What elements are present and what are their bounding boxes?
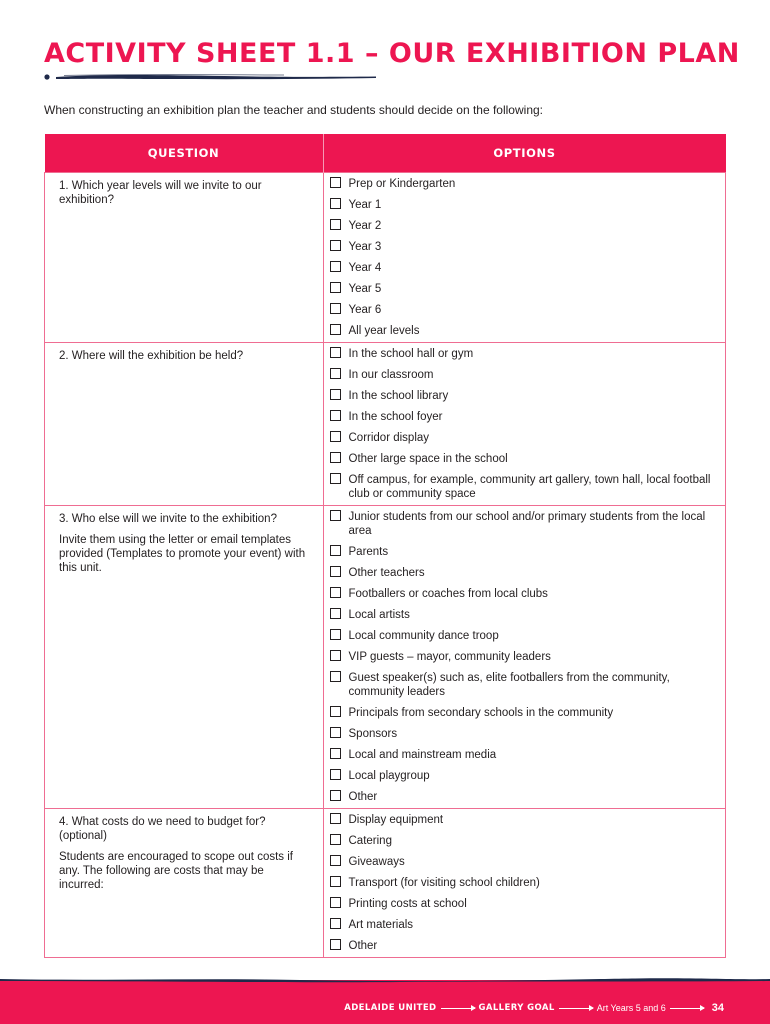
footer-breadcrumb: [344, 1002, 724, 1014]
checkbox[interactable]: [330, 452, 341, 463]
checkbox[interactable]: [330, 282, 341, 293]
option-label: Junior students from our school and/or primary students from the local area: [348, 511, 706, 537]
option-label: Sponsors: [348, 728, 398, 740]
option-label: Giveaways: [348, 856, 405, 868]
checkbox[interactable]: [330, 790, 341, 801]
checkbox[interactable]: [330, 261, 341, 272]
option-item[interactable]: [330, 282, 716, 296]
option-item[interactable]: [330, 727, 716, 741]
option-label: Prep or Kindergarten: [348, 178, 456, 190]
option-label: Local community dance troop: [348, 630, 499, 642]
option-item[interactable]: [330, 410, 716, 424]
checkbox[interactable]: [330, 177, 341, 188]
option-label: Year 5: [348, 283, 382, 295]
option-item[interactable]: [330, 473, 716, 501]
arrow-right-icon: [441, 1008, 475, 1009]
option-item[interactable]: [330, 608, 716, 622]
checkbox[interactable]: [330, 855, 341, 866]
checkbox[interactable]: [330, 431, 341, 442]
option-label: Guest speaker(s) such as, elite footballers from the community, community leaders: [348, 672, 670, 698]
table-row: [45, 809, 726, 958]
checkbox[interactable]: [330, 389, 341, 400]
option-label: Other: [348, 940, 378, 952]
arrow-right-icon: [670, 1008, 704, 1009]
option-label: Year 3: [348, 241, 382, 253]
options-cell: [323, 343, 726, 506]
option-label: Local playgroup: [348, 770, 430, 782]
intro-text: When constructing an exhibition plan the teacher and students should decide on the following:: [44, 103, 543, 117]
option-label: Principals from secondary schools in the community: [348, 707, 614, 719]
question-text: 4. What costs do we need to budget for? (optional): [59, 816, 266, 842]
option-item[interactable]: [330, 303, 716, 317]
option-item[interactable]: [330, 177, 716, 191]
option-item[interactable]: [330, 706, 716, 720]
option-item[interactable]: [330, 790, 716, 804]
option-item[interactable]: [330, 368, 716, 382]
option-label: All year levels: [348, 325, 420, 337]
checkbox[interactable]: [330, 587, 341, 598]
checkbox[interactable]: [330, 198, 341, 209]
option-item[interactable]: [330, 347, 716, 361]
option-label: VIP guests – mayor, community leaders: [348, 651, 551, 663]
option-item[interactable]: [330, 629, 716, 643]
checkbox[interactable]: [330, 240, 341, 251]
checkbox[interactable]: [330, 748, 341, 759]
table-header-row: [45, 134, 726, 173]
checkbox[interactable]: [330, 650, 341, 661]
option-item[interactable]: [330, 545, 716, 559]
checkbox[interactable]: [330, 510, 341, 521]
option-label: Other: [348, 791, 378, 803]
option-item[interactable]: [330, 650, 716, 664]
options-cell: [323, 173, 726, 343]
option-item[interactable]: [330, 834, 716, 848]
option-label: Local artists: [348, 609, 410, 621]
checkbox[interactable]: [330, 876, 341, 887]
option-label: Catering: [348, 835, 392, 847]
table-row: [45, 506, 726, 809]
option-item[interactable]: [330, 219, 716, 233]
option-label: Year 2: [348, 220, 382, 232]
option-label: Other teachers: [348, 567, 425, 579]
table-row: [45, 343, 726, 506]
option-item[interactable]: [330, 748, 716, 762]
question-cell: [45, 809, 324, 958]
option-item[interactable]: [330, 769, 716, 783]
options-cell: [323, 506, 726, 809]
options-header: OPTIONS: [323, 134, 726, 173]
option-label: Other large space in the school: [348, 453, 508, 465]
question-text: 1. Which year levels will we invite to our exhibition?: [59, 180, 262, 206]
checkbox[interactable]: [330, 219, 341, 230]
page-number: 34: [711, 1002, 724, 1014]
table-body: [45, 173, 726, 958]
checkbox[interactable]: [330, 834, 341, 845]
option-item[interactable]: [330, 918, 716, 932]
question-cell: [45, 343, 324, 506]
question-text: 3. Who else will we invite to the exhibition?: [59, 513, 277, 525]
footer-bar: [0, 980, 770, 1024]
option-label: Year 6: [348, 304, 382, 316]
option-item[interactable]: [330, 240, 716, 254]
checkbox[interactable]: [330, 608, 341, 619]
option-label: In the school foyer: [348, 411, 443, 423]
checkbox[interactable]: [330, 918, 341, 929]
option-label: Off campus, for example, community art gallery, town hall, local football club or community space: [348, 474, 711, 500]
option-label: Transport (for visiting school children): [348, 877, 540, 889]
checkbox[interactable]: [330, 473, 341, 484]
table-row: [45, 173, 726, 343]
option-item[interactable]: [330, 855, 716, 869]
option-item[interactable]: [330, 671, 716, 699]
option-item[interactable]: [330, 324, 716, 338]
torn-edge-decoration: [0, 978, 770, 984]
option-item[interactable]: [330, 939, 716, 953]
option-label: Year 4: [348, 262, 382, 274]
checkbox[interactable]: [330, 410, 341, 421]
checkbox[interactable]: [330, 939, 341, 950]
checkbox[interactable]: [330, 706, 341, 717]
checkbox[interactable]: [330, 769, 341, 780]
checkbox[interactable]: [330, 347, 341, 358]
checkbox[interactable]: [330, 671, 341, 682]
option-item[interactable]: [330, 876, 716, 890]
question-note: Students are encouraged to scope out costs if any. The following are costs that may be incurred:: [59, 851, 293, 891]
option-label: Corridor display: [348, 432, 430, 444]
checkbox[interactable]: [330, 324, 341, 335]
option-item[interactable]: [330, 510, 716, 538]
option-item[interactable]: [330, 813, 716, 827]
option-label: Display equipment: [348, 814, 444, 826]
option-label: In our classroom: [348, 369, 434, 381]
option-item[interactable]: [330, 566, 716, 580]
option-label: Year 1: [348, 199, 382, 211]
option-label: Art materials: [348, 919, 414, 931]
footer-level: Art Years 5 and 6: [596, 1003, 666, 1013]
footer-brand: ADELAIDE UNITED: [344, 1003, 437, 1013]
question-header: QUESTION: [45, 134, 324, 173]
checkbox[interactable]: [330, 727, 341, 738]
option-item[interactable]: [330, 261, 716, 275]
question-text: 2. Where will the exhibition be held?: [59, 350, 244, 362]
brush-stroke-divider: [44, 72, 379, 82]
checkbox[interactable]: [330, 566, 341, 577]
arrow-right-icon: [559, 1008, 593, 1009]
checkbox[interactable]: [330, 545, 341, 556]
option-label: Footballers or coaches from local clubs: [348, 588, 548, 600]
page-title: ACTIVITY SHEET 1.1 – OUR EXHIBITION PLAN: [44, 38, 740, 69]
checkbox[interactable]: [330, 629, 341, 640]
footer-program: GALLERY GOAL: [478, 1003, 555, 1013]
option-label: Printing costs at school: [348, 898, 467, 910]
options-cell: [323, 809, 726, 958]
option-item[interactable]: [330, 587, 716, 601]
checkbox[interactable]: [330, 303, 341, 314]
option-item[interactable]: [330, 431, 716, 445]
option-label: In the school library: [348, 390, 449, 402]
question-note: Invite them using the letter or email templates provided (Templates to promote your event) with this unit.: [59, 534, 306, 574]
exhibition-plan-table: [44, 134, 726, 958]
option-item[interactable]: [330, 198, 716, 212]
checkbox[interactable]: [330, 368, 341, 379]
checkbox[interactable]: [330, 897, 341, 908]
question-cell: [45, 506, 324, 809]
option-label: Local and mainstream media: [348, 749, 497, 761]
option-item[interactable]: [330, 389, 716, 403]
option-item[interactable]: [330, 897, 716, 911]
question-cell: [45, 173, 324, 343]
option-label: Parents: [348, 546, 389, 558]
checkbox[interactable]: [330, 813, 341, 824]
option-item[interactable]: [330, 452, 716, 466]
option-label: In the school hall or gym: [348, 348, 474, 360]
